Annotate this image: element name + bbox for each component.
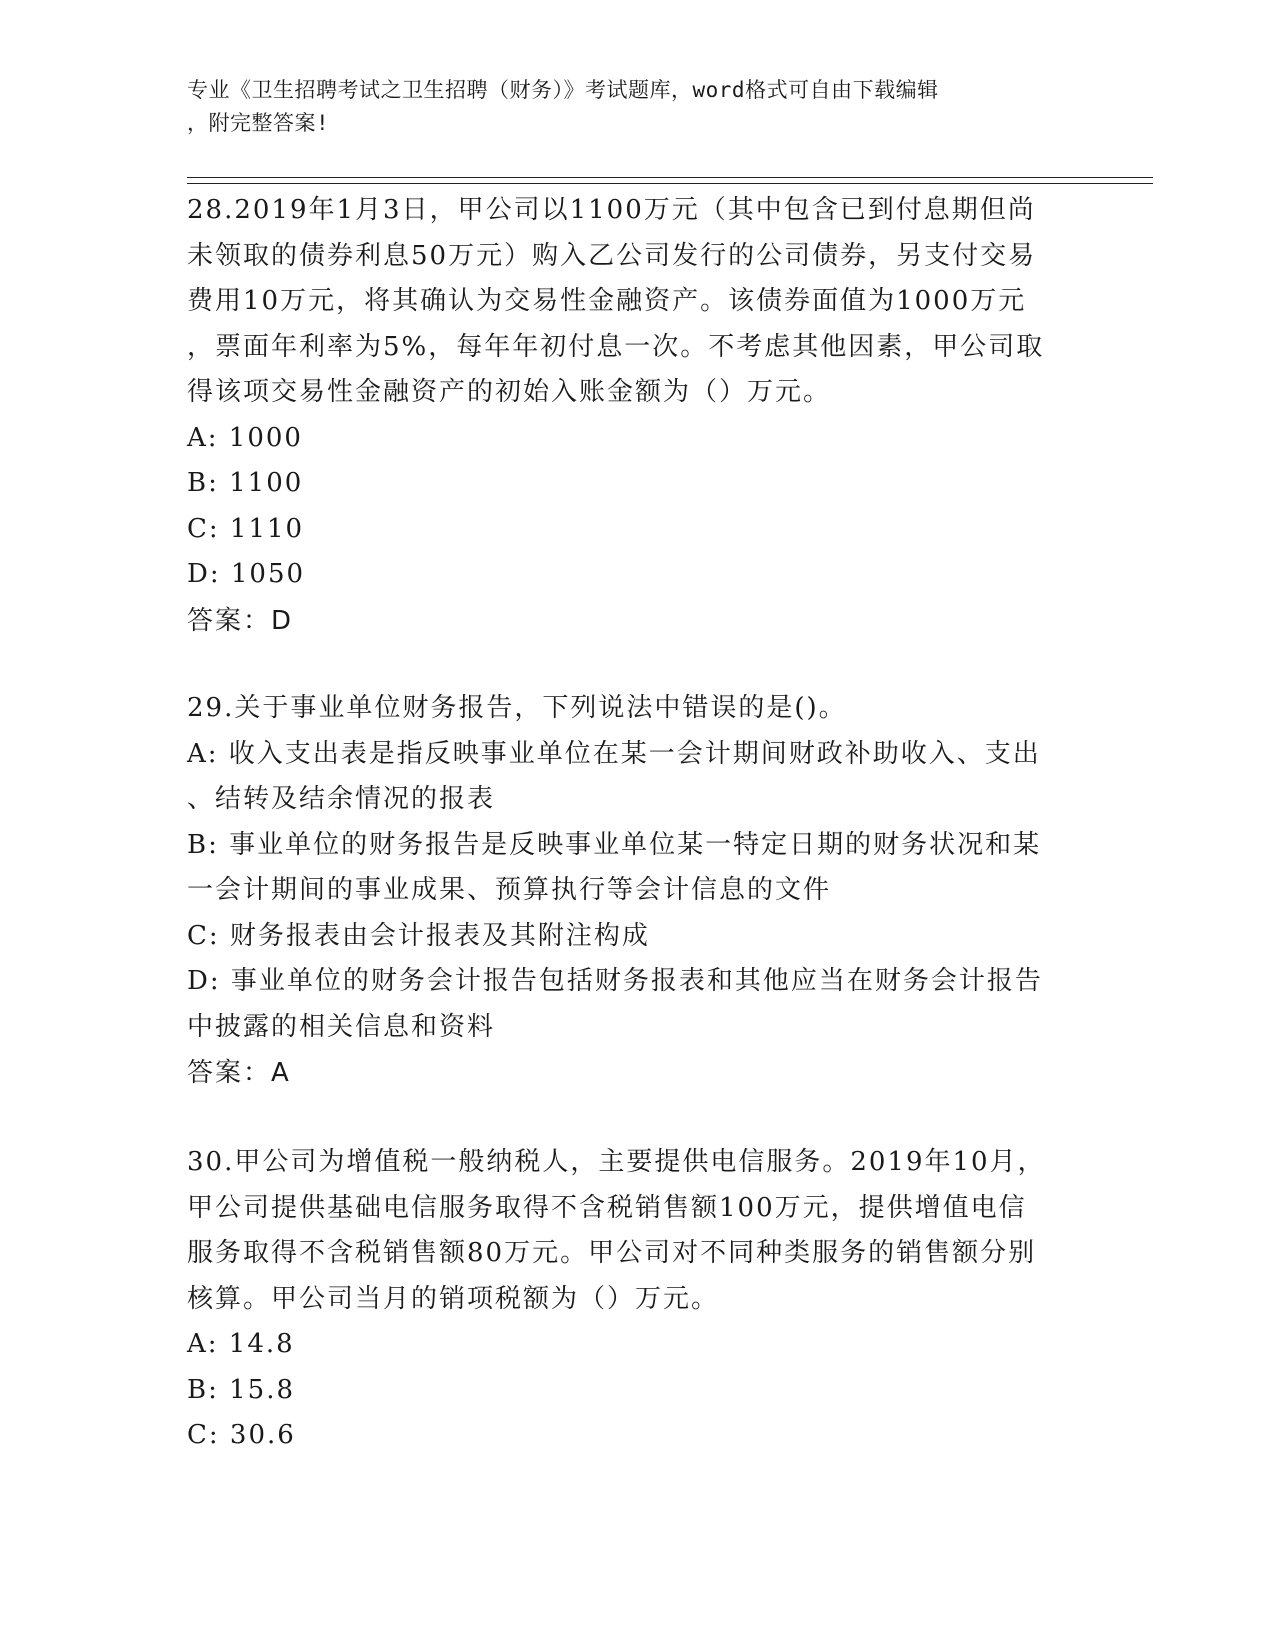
- option-a-line-1: A: 收入支出表是指反映事业单位在某一会计期间财政补助收入、支出: [187, 738, 1041, 769]
- option-a: A: 1000: [187, 422, 303, 453]
- question-stem-line: 28.2019年1月3日，甲公司以1100万元（其中包含已到付息期但尚: [187, 195, 1036, 225]
- question-28: [187, 188, 1067, 644]
- answer-label: 答案：D: [187, 605, 294, 636]
- option-c: C: 财务报表由会计报表及其附注构成: [187, 920, 650, 951]
- option-d-line-2: 中披露的相关信息和资料: [187, 1011, 496, 1042]
- header-divider-top: [187, 177, 1153, 178]
- question-stem-line: 29.关于事业单位财务报告，下列说法中错误的是()。: [187, 693, 847, 723]
- option-c: C: 1110: [187, 513, 305, 544]
- question-30: [187, 1140, 1067, 1459]
- header-divider-bottom: [187, 183, 1153, 184]
- question-stem-line: ，票面年利率为5%，每年年初付息一次。不考虑其他因素，甲公司取: [187, 331, 1045, 362]
- question-stem-line: 30.甲公司为增值税一般纳税人，主要提供电信服务。2019年10月，: [187, 1147, 1046, 1177]
- option-d-line-1: D: 事业单位的财务会计报告包括财务报表和其他应当在财务会计报告: [187, 966, 1043, 996]
- option-c: C: 30.6: [187, 1420, 296, 1450]
- option-b: B: 15.8: [187, 1374, 296, 1405]
- option-b: B: 1100: [187, 468, 304, 498]
- header-title-line-2: ，附完整答案!: [187, 111, 330, 135]
- option-b-line-2: 一会计期间的事业成果、预算执行等会计信息的文件: [187, 875, 832, 905]
- option-b-line-1: B: 事业单位的财务报告是反映事业单位某一特定日期的财务状况和某: [187, 829, 1042, 860]
- question-29: [187, 686, 1067, 1096]
- question-stem-line: 甲公司提供基础电信服务取得不含税销售额100万元，提供增值电信: [187, 1192, 1027, 1223]
- question-stem-line: 得该项交易性金融资产的初始入账金额为（）万元。: [187, 377, 832, 407]
- option-a: A: 14.8: [187, 1329, 295, 1359]
- option-a-line-2: 、结转及结余情况的报表: [187, 784, 496, 814]
- question-stem-line: 未领取的债券利息50万元）购入乙公司发行的公司债券，另支付交易: [187, 240, 1037, 271]
- answer-label: 答案：A: [187, 1058, 291, 1088]
- question-stem-line: 服务取得不含税销售额80万元。甲公司对不同种类服务的销售额分别: [187, 1238, 1037, 1268]
- option-d: D: 1050: [187, 559, 306, 589]
- question-stem-line: 费用10万元，将其确认为交易性金融资产。该债券面值为1000万元: [187, 286, 1027, 316]
- document-header: [187, 74, 1067, 140]
- question-stem-line: 核算。甲公司当月的销项税额为（）万元。: [187, 1283, 720, 1314]
- header-title-line-1: 专业《卫生招聘考试之卫生招聘（财务）》考试题库，word格式可自由下载编辑: [187, 78, 939, 102]
